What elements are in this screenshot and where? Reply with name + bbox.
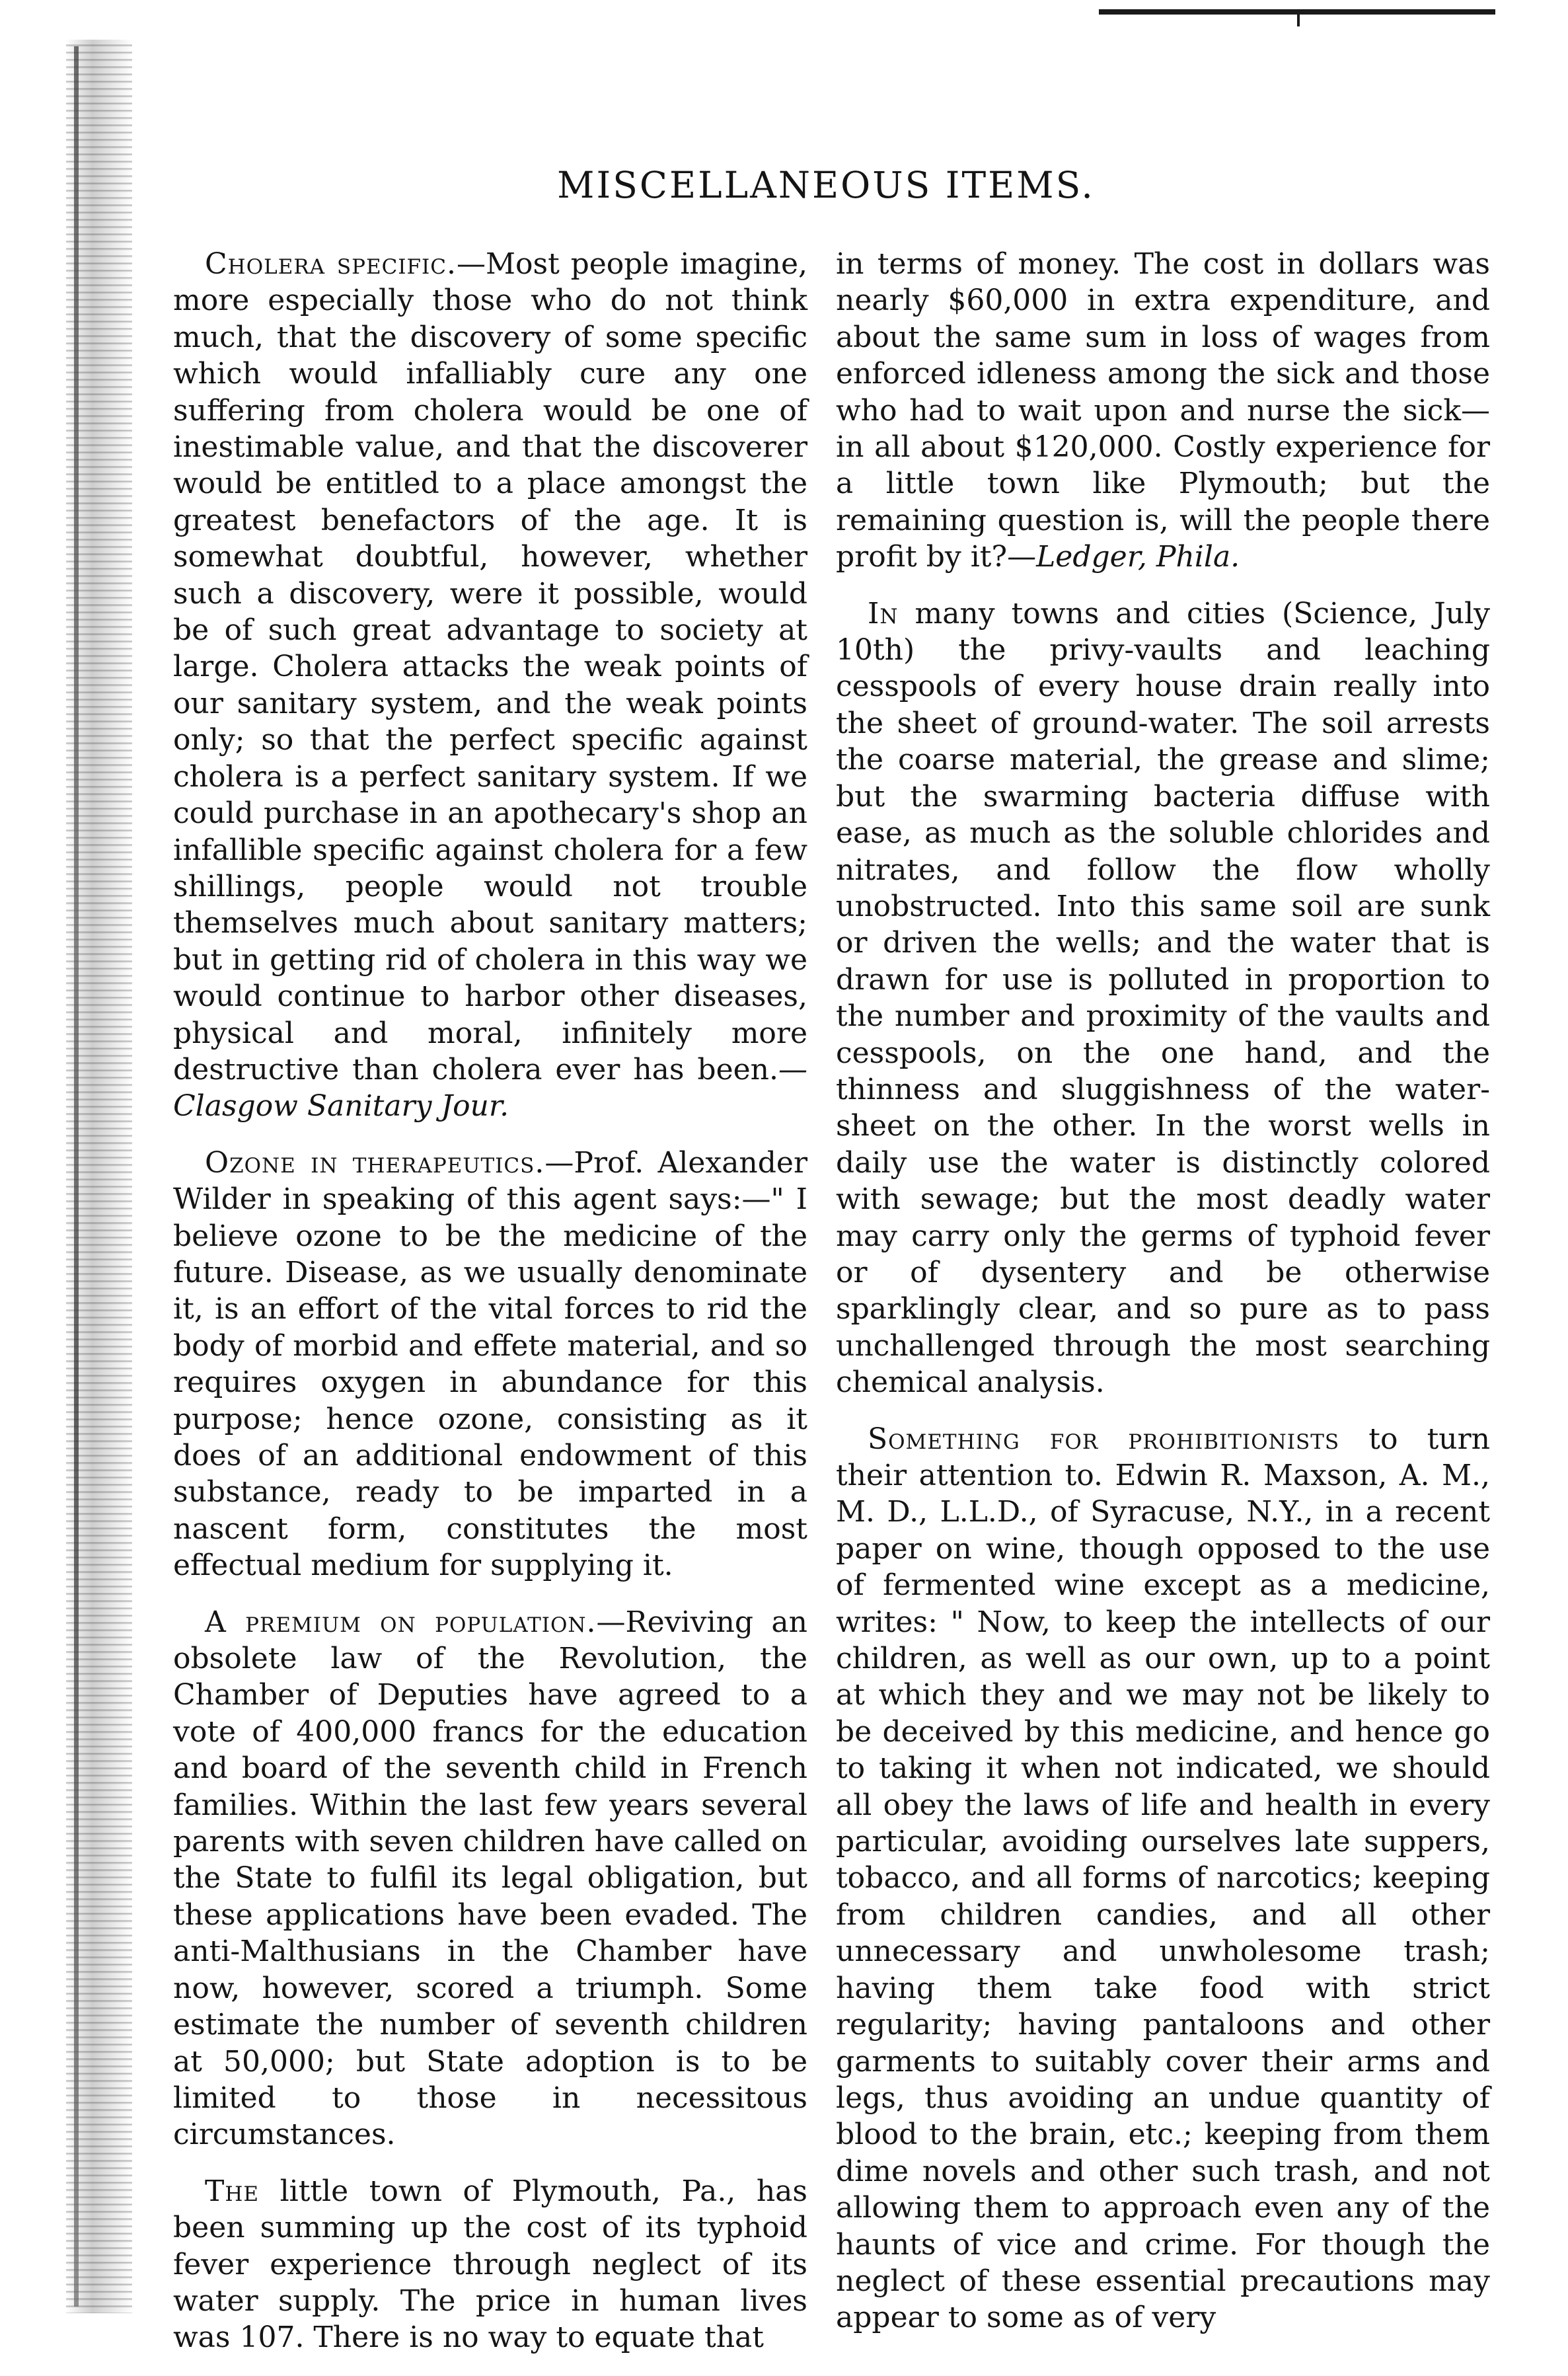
top-rule-tick [1297,13,1300,26]
article-body: —Most people imagine, more especially those who do not think much, that the discovery of some specific which would infalliably cure any one suffering from cholera would be one of inestimable value, and that the discoverer would be entitled to a place amongst the greatest benefactors of the age. It is somewhat doubtful, however, whether such a discovery, were it possible, would be of such great advantage to society at large. Cholera attacks the weak points of our sanitary system, and the weak points only; so that the perfect specific against cholera is a perfect sanitary system. If we could purchase in an apothecary's shop an infallible specific against cholera for a few shillings, people would not trouble themselves much about sanitary matters; but in getting rid of cholera in this way we would continue to harbor other diseases, physical and moral, infinitely more destructive than cholera ever has been. [173,247,807,1087]
article-heading: A premium on population. [205,1605,597,1639]
binding-shadow [74,46,79,2307]
article-heading: Ozone in therapeutics. [205,1145,545,1180]
article-cholera-specific [173,246,807,1125]
article-body: many towns and cities (Science, July 10th) the privy-vaults and leaching cesspools of every house drain really into the sheet of ground-water. The soil arrests the coarse material, the grease and slime; but the swarming bacteria diffuse with ease, as much as the soluble chlorides and nitrates, and follow the flow wholly unobstructed. Into this same soil are sunk or driven the wells; and the water that is drawn for use is polluted in proportion to the number and proximity of the vaults and cesspools, on the one hand, and the thinness and sluggishness of the water-sheet on the other. In the worst wells in daily use the water is distinctly colored with sewage; but the most deadly water may carry only the germs of typhoid fever or of dysentery and be otherwise sparklingly clear, and so pure as to pass unchallenged through the most searching chemical analysis. [836,596,1490,1400]
article-prohibitionists [836,1421,1490,2336]
article-body: —Reviving an obsolete law of the Revolution, the Chamber of Deputies have agreed to a vote of 400,000 francs for the education and board of the seventh child in French families. Within the last few years several parents with seven children have called on the State to fulfil its legal obligation, but these applications have been evaded. The anti-Malthusians in the Chamber have now, however, scored a triumph. Some estimate the number of seventh children at 50,000; but State adoption is to be limited to those in necessitous circumstances. [173,1605,807,2152]
article-body: in terms of money. The cost in dollars was nearly $60,000 in extra expenditure, and about the same sum in loss of wages from enforced idleness among the sick and those who had to wait upon and nurse the sick—in all about $120,000. Costly experience for a little town like Plymouth; but the remaining question is, will the people there profit by it? [836,247,1490,574]
article-heading: The [205,2174,260,2208]
top-rule [1099,9,1495,15]
right-column [836,246,1490,2356]
page-title: MISCELLANEOUS ITEMS. [557,164,1095,206]
article-body: to turn their attention to. Edwin R. Maxson, A. M., M. D., L.L.D., of Syracuse, N.Y., in a recent paper on wine, though opposed to the use of fermented wine except as a medicine, writes: " Now, to keep the intellects of our children, as well as our own, up to a point at which they and we may not be likely to be deceived by this medicine, and hence go to taking it when not indicated, we should all obey the laws of life and health in every particular, avoiding ourselves late suppers, tobacco, and all forms of narcotics; keeping from children candies, and all other unnecessary and unwholesome trash; having them take food with strict regularity; having pantaloons and other garments to suitably cover their arms and legs, thus avoiding an undue quantity of blood to the brain, etc.; keeping from them dime novels and other such trash, and not allowing them to approach even any of the haunts of vice and crime. For though the neglect of these essential precautions may appear to some as of very [836,1422,1490,2335]
article-heading: Something for prohibitionists [868,1422,1340,1456]
article-ozone [173,1145,807,1584]
article-citation: —Ledger, Phila. [1007,540,1240,574]
article-premium-population [173,1604,807,2153]
article-cesspools [836,595,1490,1401]
left-column [173,246,807,2376]
article-plymouth [173,2173,807,2356]
article-plymouth-continued [836,246,1490,576]
article-citation: —Clasgow Sanitary Jour. [173,1052,807,1124]
article-heading: In [868,596,899,631]
article-heading: Cholera specific. [205,247,457,281]
article-body: little town of Plymouth, Pa., has been summing up the cost of its typhoid fever experience through neglect of its water supply. The price in human lives was 107. There is no way to equate that [173,2174,807,2355]
article-body: —Prof. Alexander Wilder in speaking of this agent says:—" I believe ozone to be the medicine of the future. Disease, as we usually denominate it, is an effort of the vital forces to rid the body of morbid and effete material, and so requires oxygen in abundance for this purpose; hence ozone, consisting as it does of an additional endowment of this substance, ready to be imparted in a nascent form, constitutes the most effectual medium for supplying it. [173,1145,808,1583]
